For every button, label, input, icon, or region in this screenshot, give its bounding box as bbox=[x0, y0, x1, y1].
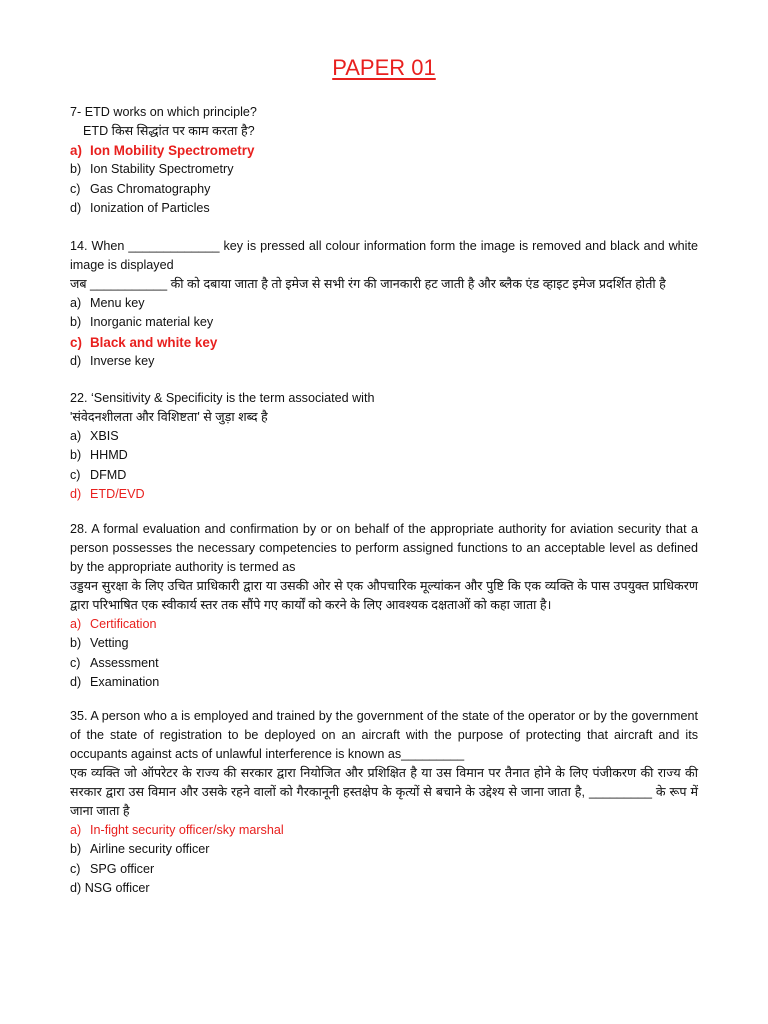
option-d: d) NSG officer bbox=[70, 880, 150, 895]
option-d: d) Examination bbox=[70, 674, 160, 689]
question-text-en: 28. A formal evaluation and confirmation by or on behalf of the appropriate authority for aviation security that a person possesses the necessary competencies to perform assigned functions to an acceptable level as defined by the appropriate authority is termed as bbox=[70, 522, 698, 574]
option-b: b) HHMD bbox=[70, 448, 128, 463]
option-c: c) Gas Chromatography bbox=[70, 181, 211, 196]
option-c: c) SPG officer bbox=[70, 861, 155, 876]
option-c-correct: c) Black and white key bbox=[70, 334, 218, 350]
option-b: b) Airline security officer bbox=[70, 842, 210, 857]
question-28 bbox=[70, 520, 698, 692]
option-c: c) DFMD bbox=[70, 467, 127, 482]
option-a: a) Menu key bbox=[70, 296, 145, 310]
question-text-hi: एक व्यक्ति जो ऑपरेटर के राज्य की सरकार द्वारा नियोजित और प्रशिक्षित है या उस विमान पर तैनात होने के लिए पंजीकरण की राज्य की सरकार द्वारा उस विमान और उसके रहने वालों को गैरकानूनी हस्तक्षेप के कृत्यों से बचाने के उद्देश्य से जाना जाता है, _________ के रूप में जाना जाता है bbox=[70, 766, 698, 818]
option-d: d) Inverse key bbox=[70, 353, 155, 368]
question-text-en: 7- ETD works on which principle? bbox=[70, 105, 257, 119]
question-text-hi: 'संवेदनशीलता और विशिष्टता' से जुड़ा शब्द है bbox=[70, 410, 268, 424]
option-b: b) Inorganic material key bbox=[70, 315, 214, 330]
option-d: d) Ionization of Particles bbox=[70, 200, 210, 215]
question-22 bbox=[70, 389, 698, 504]
option-c: c) Assessment bbox=[70, 655, 159, 670]
question-text-en: 14. When _____________ key is pressed all colour information form the image is removed and black and white image is displayed bbox=[70, 239, 698, 272]
question-35 bbox=[70, 707, 698, 898]
option-a-correct: a) Certification bbox=[70, 617, 157, 631]
question-text-hi: उड्डयन सुरक्षा के लिए उचित प्राधिकारी द्वारा या उसकी ओर से एक औपचारिक मूल्यांकन और पुष्टि कि एक व्यक्ति के पास उपयुक्त प्राधिकरण द्वारा परिभाषित एक स्वीकार्य स्तर तक सौंपे गए कार्यों को करने के लिए आवश्यक दक्षताओं को कहा जाता है। bbox=[70, 579, 698, 612]
question-text-hi: ETD किस सिद्धांत पर काम करता है? bbox=[83, 124, 255, 138]
option-d-correct: d) ETD/EVD bbox=[70, 486, 145, 501]
question-text-en: 22. ‘Sensitivity & Specificity is the term associated with bbox=[70, 391, 375, 405]
option-a-correct: a) Ion Mobility Spectrometry bbox=[70, 143, 255, 158]
option-b: b) Ion Stability Spectrometry bbox=[70, 162, 234, 177]
question-text-hi: जब ___________ की को दबाया जाता है तो इमेज से सभी रंग की जानकारी हट जाती है और ब्लैक एंड व्हाइट इमेज प्रदर्शित होती है bbox=[70, 277, 666, 291]
option-a-correct: a) In-fight security officer/sky marshal bbox=[70, 823, 284, 837]
question-14 bbox=[70, 237, 698, 371]
option-b: b) Vetting bbox=[70, 636, 129, 651]
question-7 bbox=[70, 103, 698, 218]
page-title: PAPER 01 bbox=[332, 55, 436, 80]
question-text-en: 35. A person who a is employed and trained by the government of the state of the operator or by the government of the state of registration to be deployed on an aircraft with the purpose of protecting that aircraft and its occupants against acts of unlawful interference is known as_________ bbox=[70, 709, 698, 761]
option-a: a) XBIS bbox=[70, 429, 119, 443]
